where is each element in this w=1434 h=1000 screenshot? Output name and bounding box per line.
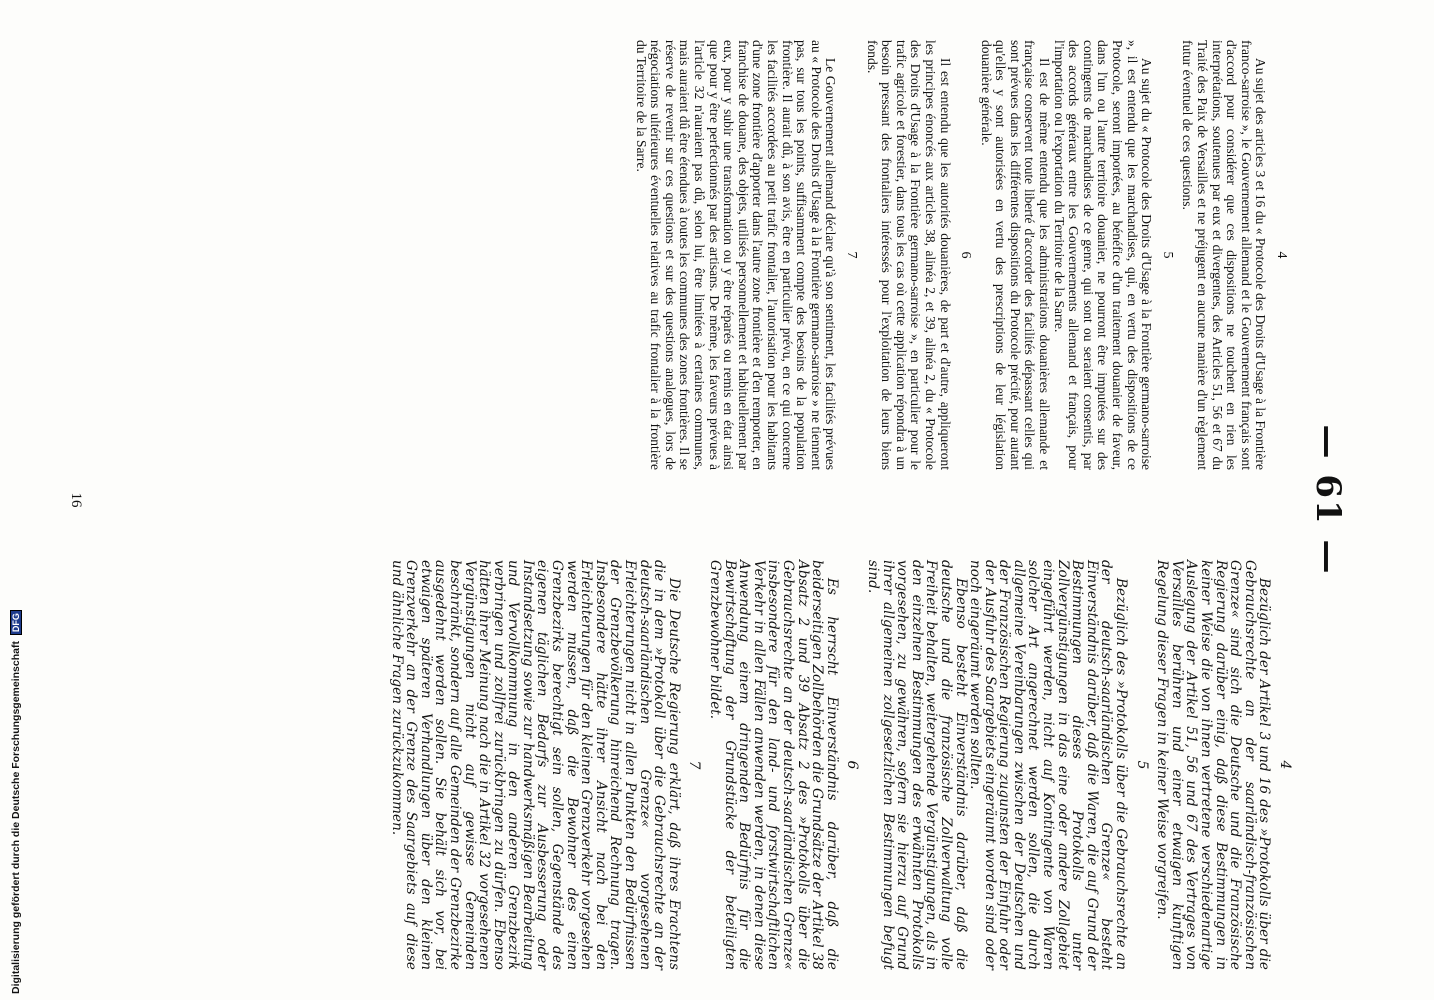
- section-number: 5: [1133, 760, 1150, 770]
- paragraph: Il est de même entendu que les administrations douanières allemande et française conservent toute liberté d'accorder des facilités dépassant celles qui sont prévues dans les différentes dispositions du Protocole précité, pour autant qu'elles y sont autorisées en vertu des prescriptions de leur législation douanière générale.: [978, 40, 1053, 470]
- german-column: [389, 560, 1298, 970]
- dfg-logo: DFG: [10, 610, 22, 635]
- section-number: 5: [1159, 251, 1175, 259]
- french-column: [633, 40, 1294, 470]
- paragraph: Bezüglich der Artikel 3 und 16 des »Protokolls über die Gebrauchsrechte an der saarländisch-französischen Grenze« sind sich die Deutsche und die Französische Regierung darüber einig, daß diese Bestimmungen in keiner Weise die von ihnen vertretene verschiedenartige Auslegung der Artikel 51, 56 und 67 des Vertrages von Versailles berühren und einer etwaigen künftigen Regelung dieser Fragen in keiner Weise vorgreifen.: [1154, 560, 1273, 970]
- paragraph: Es herrscht Einverständnis darüber, daß die beiderseitigen Zollbehörden die Grundsätze der Artikel 38 Absatz 2 und 39 Absatz 2 des »Protokolls über die Gebrauchsrechte an der deutsch-saarländischen Grenze« insbesondere für den land- und forstwirtschaftlichen Verkehr in allen Fällen anwenden werden, in denen diese Anwendung einem dringenden Bedürfnis für die Bewirtschaftung der Grundstücke der beteiligten Grenzbewohner bildet.: [707, 560, 840, 970]
- section-number: 6: [958, 251, 974, 259]
- paragraph: Au sujet des articles 3 et 16 du « Protocole des Droits d'Usage à la Frontière franco-sarroise », le Gouvernement allemand et le Gouvernement français sont d'accord pour considérer que ces dispositions ne touchent en rien les interprétations, soutenues par eux et divergentes, des Articles 51, 56 et 67 du Traité des Paix de Versailles et ne préjugent en aucune manière d'un règlement futur éventuel de ces questions.: [1180, 40, 1269, 470]
- section-number: 7: [686, 760, 703, 770]
- credit-text: Digitalisierung gefördert durch die Deutsche Forschungsgemeinschaft: [10, 641, 22, 994]
- page-number: — 61 —: [1308, 424, 1348, 576]
- section-number: 6: [844, 760, 861, 770]
- paragraph: Le Gouvernement allemand déclare qu'à son sentiment, les facilités prévues au « Protocole des Droits d'Usage à la Frontière germano-sarroise » ne tiennent pas, sur tous les points, suffisamment compte des besoins de la population frontière. Il aurait dû, à son avis, être en particulier prévu, en ce qui concerne les facilités accordées au petit trafic frontalier, l'autorisation pour les habitants d'une zone frontière d'apporter dans l'autre zone frontière et d'en remporter, en franchise de douane, des objets, utilisés personnellement et habituellement par eux, pour y subir une transformation ou y être réparés ou remis en état ainsi que pour y être perfectionnés par des artisans. De même, les faveurs prévues à l'article 32 n'auraient pas dû, selon lui, être limitées à certaines communes, mais auraient dû être étendues à toutes les communes des zones frontières. Il se réserve de revenir sur ces questions et sur des questions analogues, lors de négociations ultérieures éventuelles relatives au trafic frontalier à la frontière du Territoire de la Sarre.: [633, 40, 839, 470]
- section-number: 4: [1274, 251, 1289, 259]
- section-number: 4: [1277, 760, 1293, 770]
- digitization-credit: [10, 594, 24, 994]
- section-number: 7: [843, 251, 859, 259]
- paragraph: Ebenso besteht Einverständnis darüber, daß die deutsche und die französische Zollverwaltung volle Freiheit behalten, weitergehende Vergünstigungen, als in den einzelnen Bestimmungen des erwähnten Protokolls vorgesehen, zu gewähren, sofern sie hierzu auf Grund ihrer allgemeinen zollgesetzlichen Bestimmungen befugt sind.: [864, 560, 969, 970]
- paragraph: Die Deutsche Regierung erklärt, daß ihres Erachtens die in dem »Protokoll über die Gebrauchsrechte an der deutsch-saarländischen Grenze« vorgesehenen Erleichterungen nicht in allen Punkten den Bedürfnissen der Grenzbevölkerung hinreichend Rechnung tragen. Insbesondere hätte ihrer Ansicht nach bei den Erleichterungen für den kleinen Grenzverkehr vorgesehen werden müssen, daß die Bewohner des einen Grenzbezirks berechtigt sein sollen, Gegenstände des eigenen täglichen Bedarfs zur Ausbesserung oder Instandsetzung sowie zur handwerksmäßigen Bearbeitung und Vervollkommnung in den anderen Grenzbezirk verbringen und zollfrei zurückbringen zu dürfen. Ebenso hätten ihrer Meinung nach die in Artikel 32 vorgesehenen Vergünstigungen nicht auf gewisse Gemeinden beschränkt, sondern auf alle Gemeinden der Grenzbezirke ausgedehnt werden sollen. Sie behält sich vor, bei etwaigen späteren Verhandlungen über den kleinen Grenzverkehr an der Grenze des Saargebiets auf diese und ähnliche Fragen zurückzukommen.: [388, 560, 682, 970]
- paragraph: Au sujet du « Protocole des Droits d'Usage à la Frontière germano-sarroise », il est entendu que les marchandises, qui, en vertu des dispositions de ce Protocole, seront importées, au bénéfice d'un traitement douanier de faveur, dans l'un ou l'autre territoire douanier, ne pourront être imputées sur des contingents de marchandises de ce genre, qui sont ou seraient consentis, par des accords généraux entre les Gouvernements allemand et français, pour l'importation ou l'exportation du Territoire de la Sarre.: [1051, 40, 1155, 470]
- sheet-number: 16: [68, 492, 84, 508]
- paragraph: Bezüglich des »Protokolls über die Gebrauchsrechte an der deutsch-saarländischen Grenze« besteht Einverständnis darüber, daß die Waren, die auf Grund der Bestimmungen dieses Protokolls unter Zollvergünstigungen in das eine oder andere Zollgebiet eingeführt werden, nicht auf Kontingente von Waren solcher Art angerechnet werden sollen, die durch allgemeine Vereinbarungen zwischen der Deutschen und der Französischen Regierung zugunsten der Einfuhr oder der Ausfuhr des Saargebiets eingeräumt worden sind oder noch eingeräumt werden sollten.: [967, 560, 1130, 970]
- paragraph: Il est entendu que les autorités douanières, de part et d'autre, appliqueront les principes énoncés aux articles 38, alinéa 2, et 39, alinéa 2, du « Protocole des Droits d'Usage à la Frontière germano-sarroise », en particulier pour le trafic agricole et forestier, dans tous les cas où cette application répondra à un besoin pressant des frontaliers intéressés pour l'exploitation de leurs biens fonds.: [864, 40, 953, 470]
